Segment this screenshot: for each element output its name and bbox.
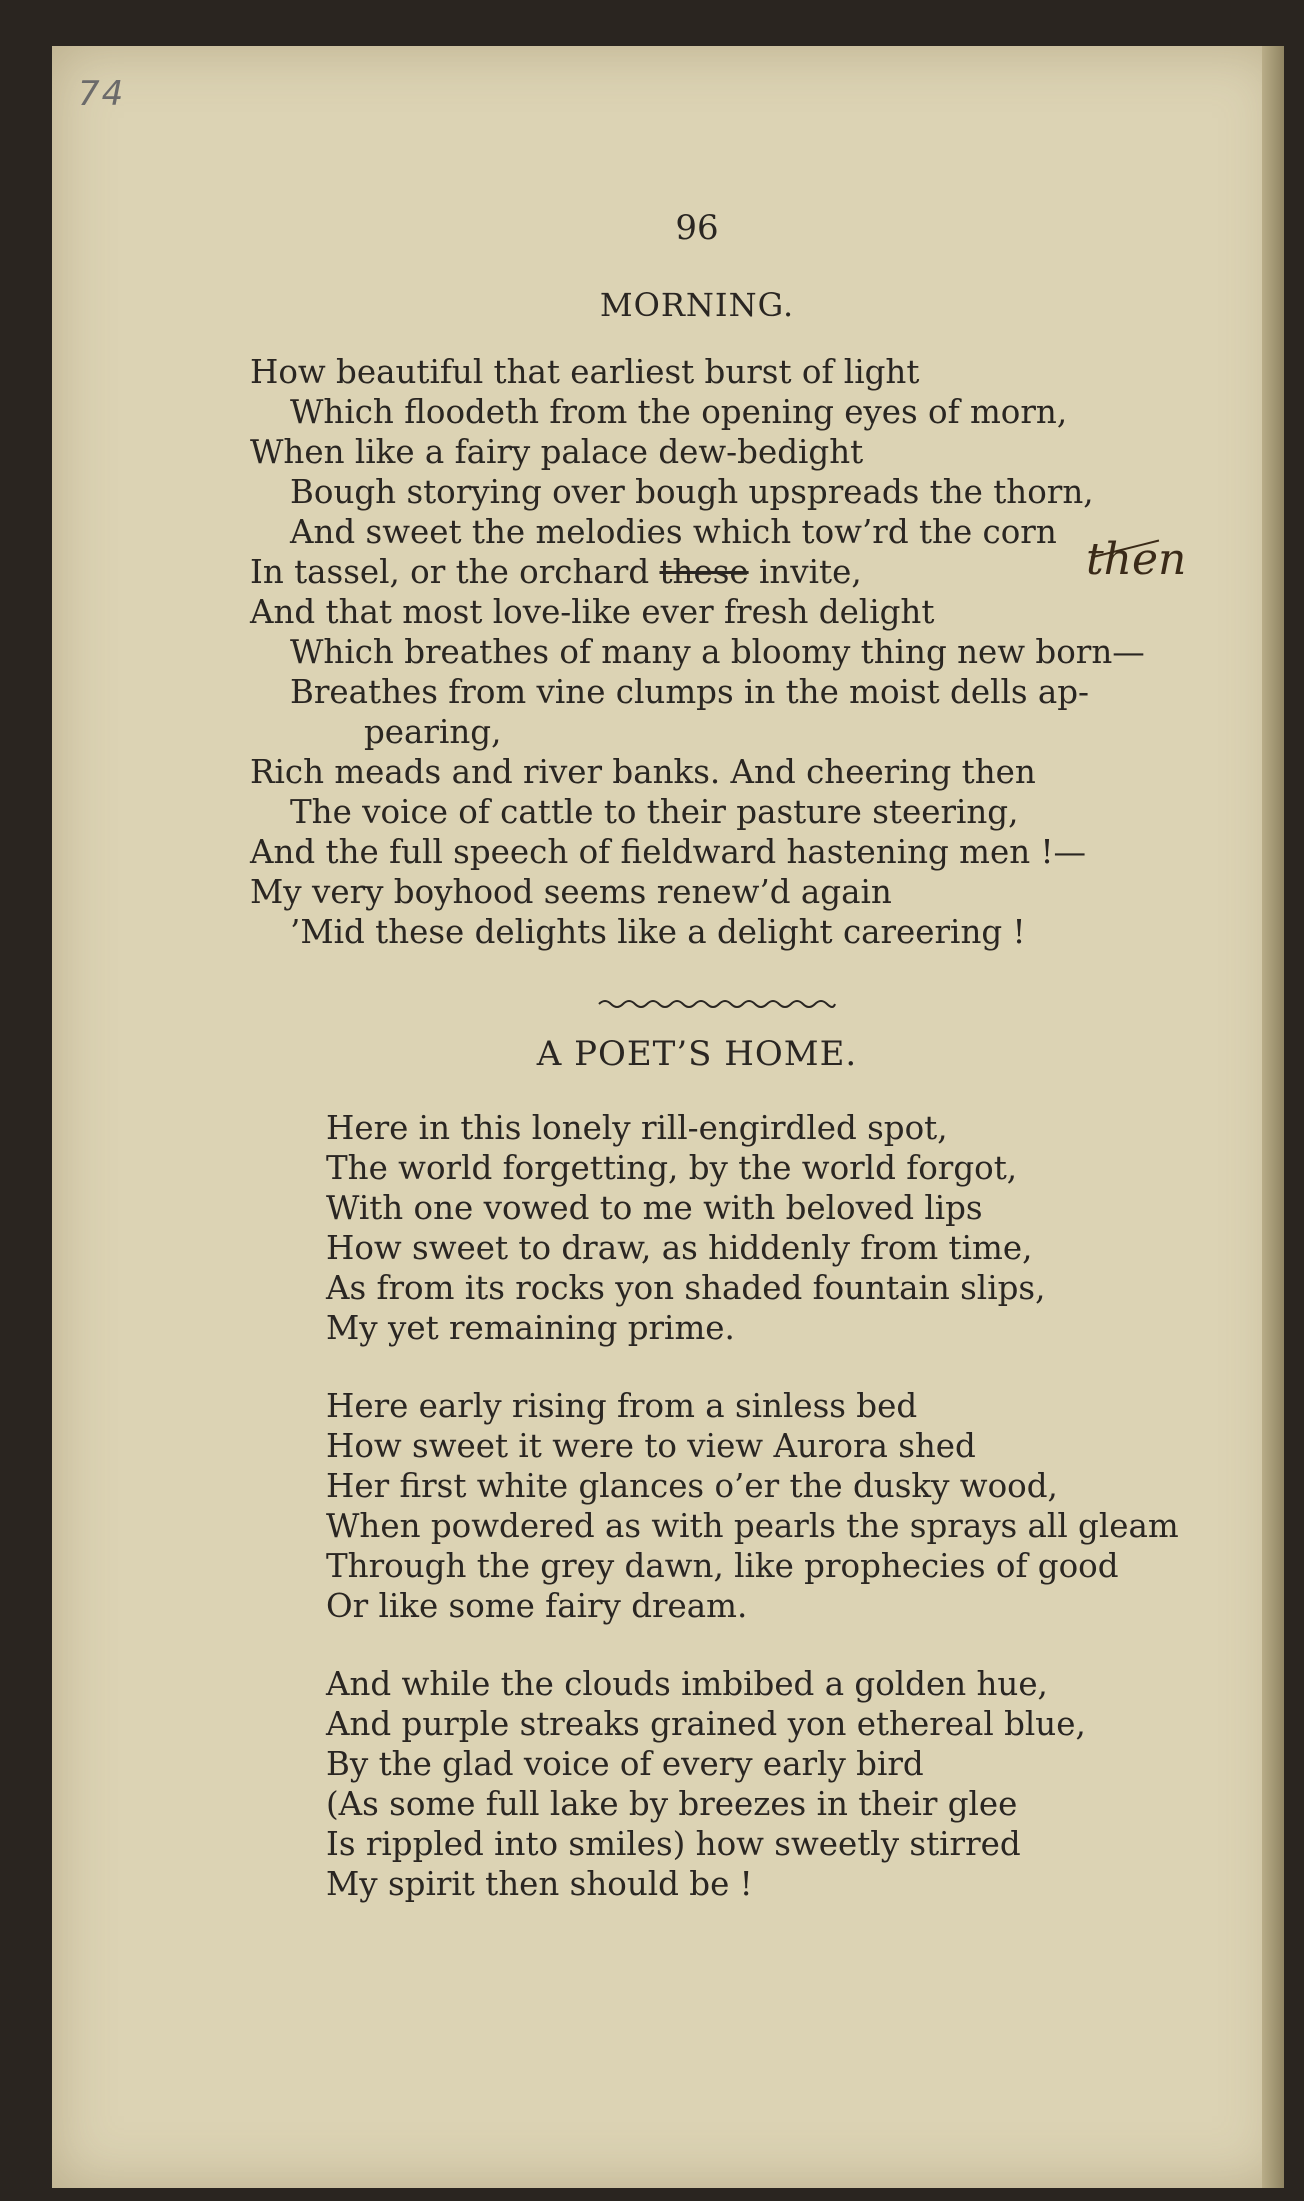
poem-line: How sweet it were to view Aurora shed	[326, 1427, 976, 1465]
poem-line: Her first white glances o’er the dusky wood,	[326, 1467, 1058, 1505]
poem-line: How sweet to draw, as hiddenly from time,	[326, 1229, 1033, 1267]
poem-line: The voice of cattle to their pasture steering,	[290, 793, 1019, 831]
poem-line	[250, 552, 862, 592]
poem-title-morning: MORNING.	[599, 286, 795, 324]
poem-line: Bough storying over bough upspreads the thorn,	[290, 473, 1094, 511]
struck-word: these	[659, 553, 749, 591]
poem-line: And the full speech of fieldward hastening men !—	[250, 833, 1087, 871]
poem-line: And that most love-like ever fresh delight	[250, 593, 935, 631]
page-number: 96	[675, 208, 719, 248]
poem-line: As from its rocks yon shaded fountain slips,	[326, 1269, 1046, 1307]
poem-line: Which floodeth from the opening eyes of morn,	[290, 393, 1068, 431]
poem-line-end: invite,	[748, 553, 862, 591]
poem-line: When like a fairy palace dew-bedight	[250, 433, 864, 471]
poem-line: Breathes from vine clumps in the moist dells ap-	[290, 673, 1090, 711]
poem-line: And purple streaks grained yon ethereal blue,	[326, 1705, 1086, 1743]
poem-line: My yet remaining prime.	[326, 1309, 735, 1347]
handwritten-margin-correction: then	[1086, 534, 1187, 585]
section-divider-ornament	[597, 996, 837, 1012]
poem-line: Which breathes of many a bloomy thing new born—	[290, 633, 1145, 671]
poem-line: Here early rising from a sinless bed	[326, 1387, 918, 1425]
poem-line: (As some full lake by breezes in their glee	[326, 1785, 1018, 1823]
poem-line: When powdered as with pearls the sprays all gleam	[326, 1507, 1179, 1545]
poem-line: Through the grey dawn, like prophecies of good	[326, 1547, 1119, 1585]
poem-line: How beautiful that earliest burst of light	[250, 353, 920, 391]
poem-line: With one vowed to me with beloved lips	[326, 1189, 983, 1227]
poem-line: Rich meads and river banks. And cheering then	[250, 753, 1036, 791]
poem-line: My spirit then should be !	[326, 1865, 753, 1903]
poem-line: pearing,	[364, 713, 502, 751]
poem-line: By the glad voice of every early bird	[326, 1745, 924, 1783]
poem-line: And while the clouds imbibed a golden hue,	[326, 1665, 1048, 1703]
poem-line: Or like some fairy dream.	[326, 1587, 748, 1625]
poem-line: ’Mid these delights like a delight careering !	[290, 913, 1026, 951]
poem-line: Is rippled into smiles) how sweetly stirred	[326, 1825, 1021, 1863]
handwritten-folio-number: 74	[78, 74, 126, 114]
poem-line: Here in this lonely rill-engirdled spot,	[326, 1109, 948, 1147]
poem-line: And sweet the melodies which tow’rd the corn	[290, 513, 1057, 551]
poem-line-start: In tassel, or the orchard	[250, 553, 660, 591]
poem-title-poets-home: A POET’S HOME.	[536, 1034, 858, 1074]
poem-line: My very boyhood seems renew’d again	[250, 873, 892, 911]
page-gutter	[1262, 46, 1284, 2188]
poem-line: The world forgetting, by the world forgot,	[326, 1149, 1018, 1187]
